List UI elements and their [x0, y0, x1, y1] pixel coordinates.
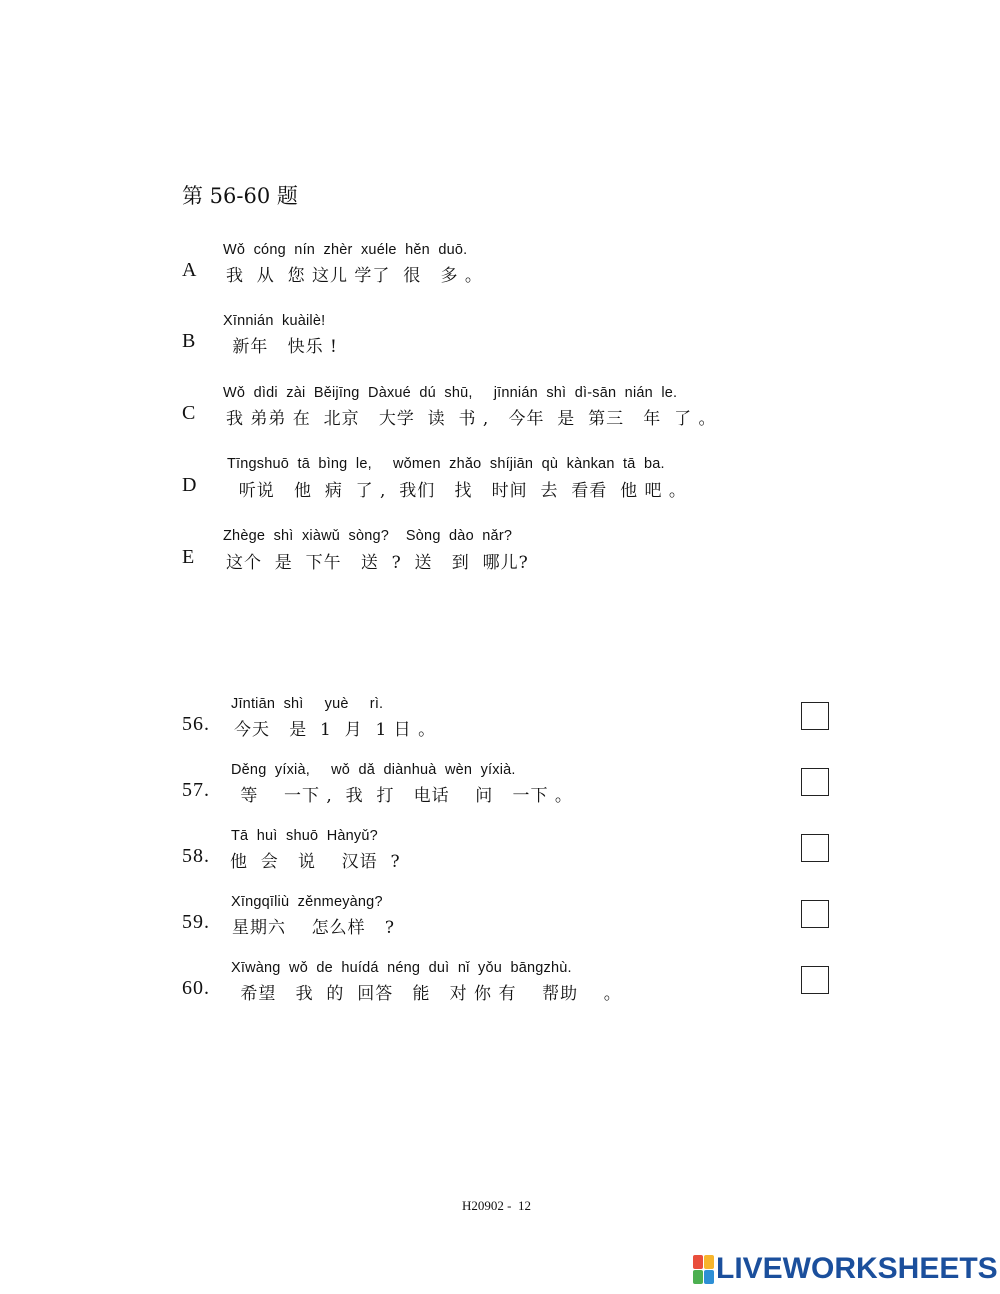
option-letter: D	[182, 474, 197, 496]
answer-box-59[interactable]	[801, 900, 829, 928]
answer-box-57[interactable]	[801, 768, 829, 796]
option-pinyin: Tīngshuō tā bìng le, wǒmen zhǎo shíjiān qù kànkan tā ba.	[223, 456, 665, 472]
question-hanzi: 等 一下 , 我 打 电话 问 一下 。	[234, 786, 573, 806]
option-hanzi: 新年 快乐 !	[226, 337, 338, 357]
brand-name: LIVEWORKSHEETS	[716, 1252, 998, 1285]
option-pinyin: Wǒ cóng nín zhèr xuéle hěn duō.	[223, 242, 468, 258]
option-letter: E	[182, 546, 195, 568]
answer-box-56[interactable]	[801, 702, 829, 730]
question-pinyin: Jīntiān shì yuè rì.	[231, 696, 384, 712]
question-hanzi: 希望 我 的 回答 能 对 你 有 帮助 。	[234, 984, 622, 1004]
option-pinyin: Zhège shì xiàwǔ sòng? Sòng dào nǎr?	[223, 528, 513, 544]
question-number: 58.	[182, 845, 210, 867]
question-pinyin: Děng yíxià, wǒ dǎ diànhuà wèn yíxià.	[231, 762, 516, 778]
option-letter: B	[182, 330, 196, 352]
option-hanzi: 我 从 您 这儿 学了 很 多 。	[226, 266, 483, 286]
liveworksheets-logo	[693, 1254, 998, 1284]
question-hanzi: 今天 是 1 月 1 日 。	[234, 720, 437, 740]
question-hanzi: 星期六 怎么样 ?	[232, 918, 395, 938]
answer-box-60[interactable]	[801, 966, 829, 994]
option-hanzi: 这个 是 下午 送 ? 送 到 哪儿?	[226, 553, 529, 573]
option-hanzi: 我 弟弟 在 北京 大学 读 书 , 今年 是 第三 年 了 。	[226, 409, 717, 429]
liveworksheets-icon	[693, 1255, 713, 1283]
option-pinyin: Wǒ dìdi zài Běijīng Dàxué dú shū, jīnnián shì dì-sān nián le.	[223, 385, 678, 401]
question-pinyin: Tā huì shuō Hànyǔ?	[231, 828, 378, 844]
option-hanzi: 听说 他 病 了 , 我们 找 时间 去 看看 他 吧 。	[226, 481, 687, 501]
answer-box-58[interactable]	[801, 834, 829, 862]
question-pinyin: Xīngqīliù zěnmeyàng?	[231, 894, 383, 910]
section-heading: 第 56-60 题	[182, 184, 298, 208]
question-number: 60.	[182, 977, 210, 999]
option-letter: A	[182, 259, 197, 281]
question-number: 59.	[182, 911, 210, 933]
option-letter: C	[182, 402, 196, 424]
question-hanzi: 他 会 说 汉语 ?	[230, 852, 401, 872]
page-footer: H20902 - 12	[462, 1198, 531, 1213]
question-number: 57.	[182, 779, 210, 801]
question-number: 56.	[182, 713, 210, 735]
option-pinyin: Xīnnián kuàilè!	[223, 313, 326, 329]
question-pinyin: Xīwàng wǒ de huídá néng duì nǐ yǒu bāngzhù.	[231, 960, 572, 976]
